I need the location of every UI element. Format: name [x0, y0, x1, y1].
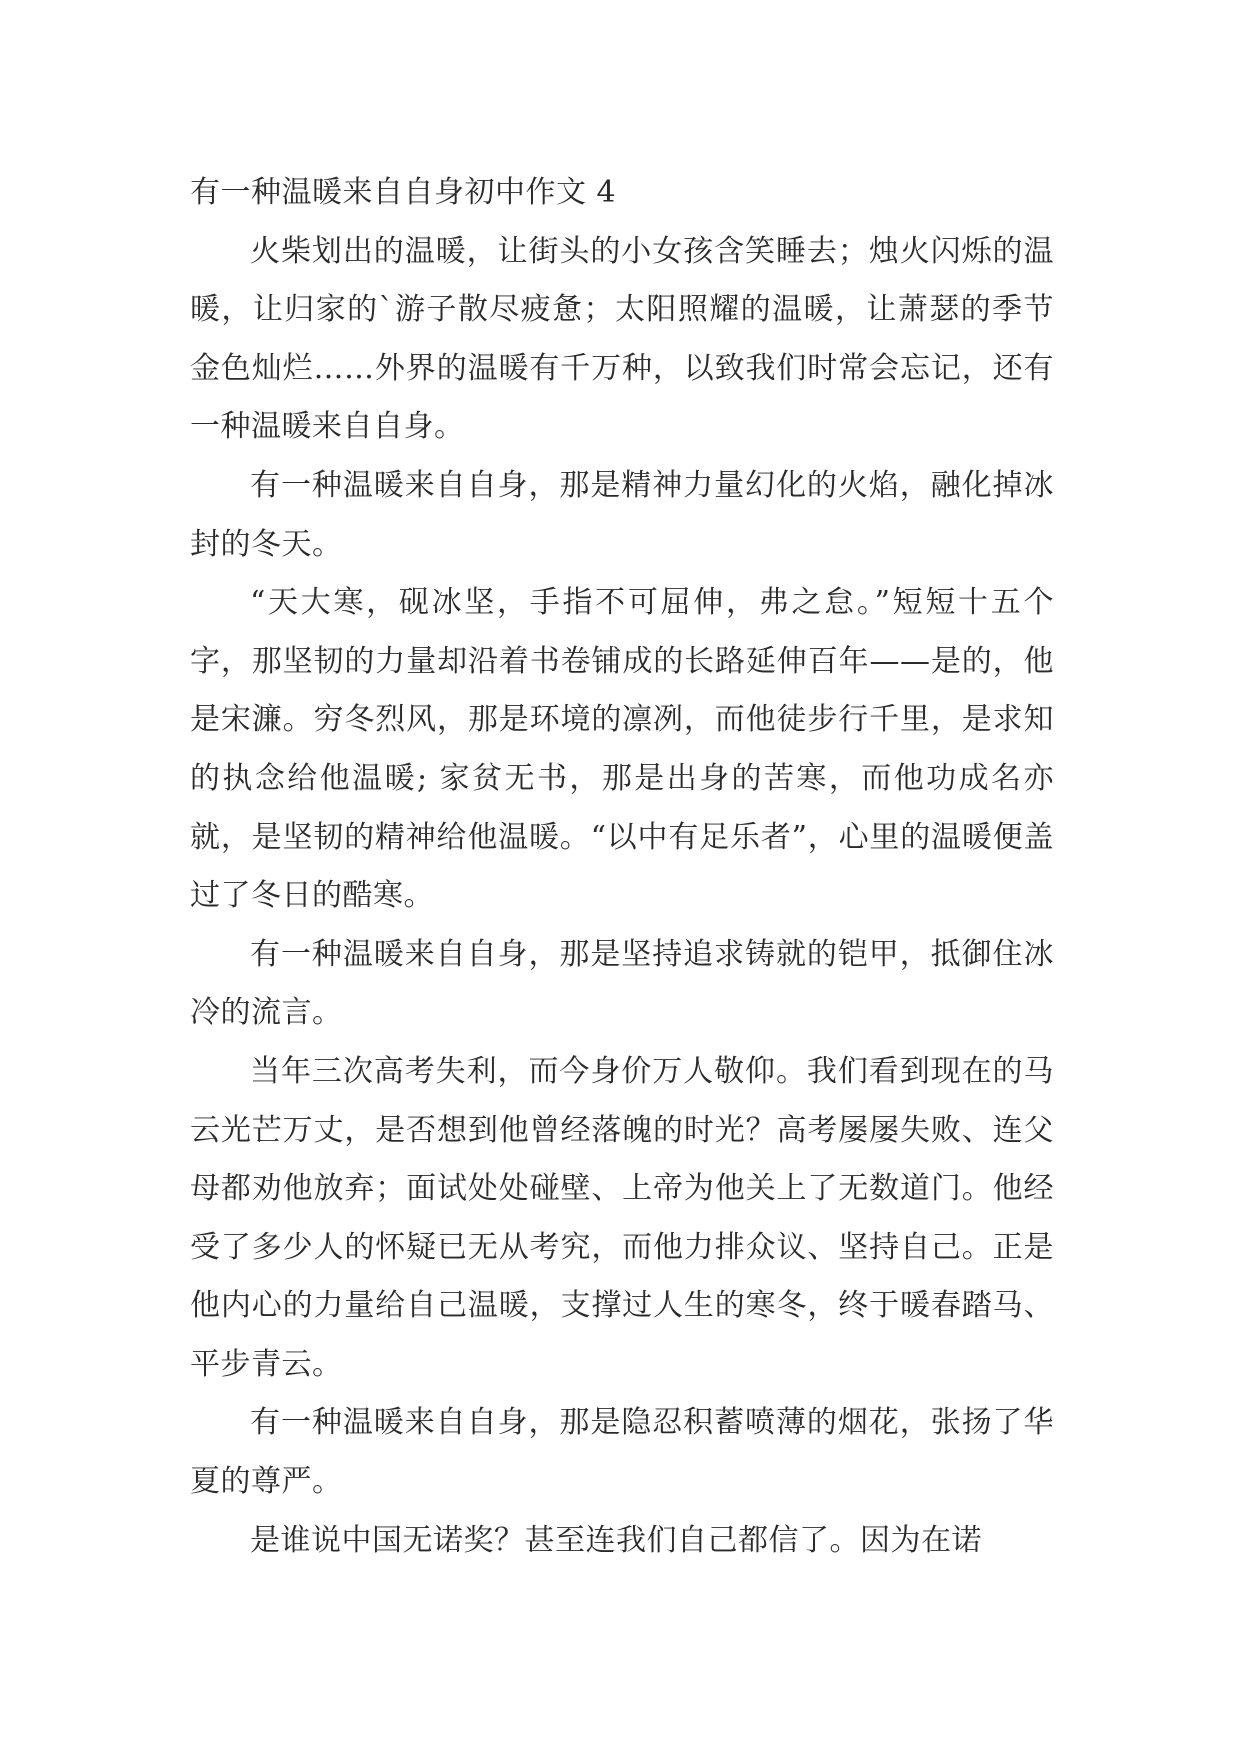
- paragraph-1: 火柴划出的温暖，让街头的小女孩含笑睡去；烛火闪烁的温暖，让归家的`游子散尽疲惫；太阳照耀的温暖，让萧瑟的季节金色灿烂……外界的温暖有千万种，以致我们时常会忘记，还有一种温暖来自自身。: [190, 233, 1054, 445]
- document-body: [190, 164, 1054, 1570]
- paragraph-4: 有一种温暖来自自身，那是坚持追求铸就的铠甲，抵御住冰冷的流言。: [190, 936, 1054, 1031]
- paragraph-5: 当年三次高考失利，而今身价万人敬仰。我们看到现在的马云光芒万丈，是否想到他曾经落魄的时光？高考屡屡失败、连父母都劝他放弃；面试处处碰壁、上帝为他关上了无数道门。他经受了多少人的怀疑已无从考究，而他力排众议、坚持自己。正是他内心的力量给自己温暖，支撑过人生的寒冬，终于暖春踏马、平步青云。: [190, 1053, 1054, 1382]
- paragraph-7: 是谁说中国无诺奖？甚至连我们自己都信了。因为在诺: [250, 1522, 982, 1558]
- paragraph-3: “天大寒，砚冰坚，手指不可屈伸，弗之怠。”短短十五个字，那坚韧的力量却沿着书卷铺成的长路延伸百年——是的，他是宋濂。穷冬烈风，那是环境的凛冽，而他徒步行千里，是求知的执念给他温暖; 家贫无书，那是出身的苦寒，而他功成名亦就，是坚韧的精神给他温暖。“以中有足乐者”，心里的温暖便盖过了冬日的酷寒。: [190, 585, 1054, 914]
- paragraph-6: 有一种温暖来自自身，那是隐忍积蓄喷薄的烟花，张扬了华夏的尊严。: [190, 1405, 1054, 1500]
- paragraph-2: 有一种温暖来自自身，那是精神力量幻化的火焰，融化掉冰封的冬天。: [190, 467, 1054, 562]
- document-title: 有一种温暖来自自身初中作文 4: [190, 175, 617, 210]
